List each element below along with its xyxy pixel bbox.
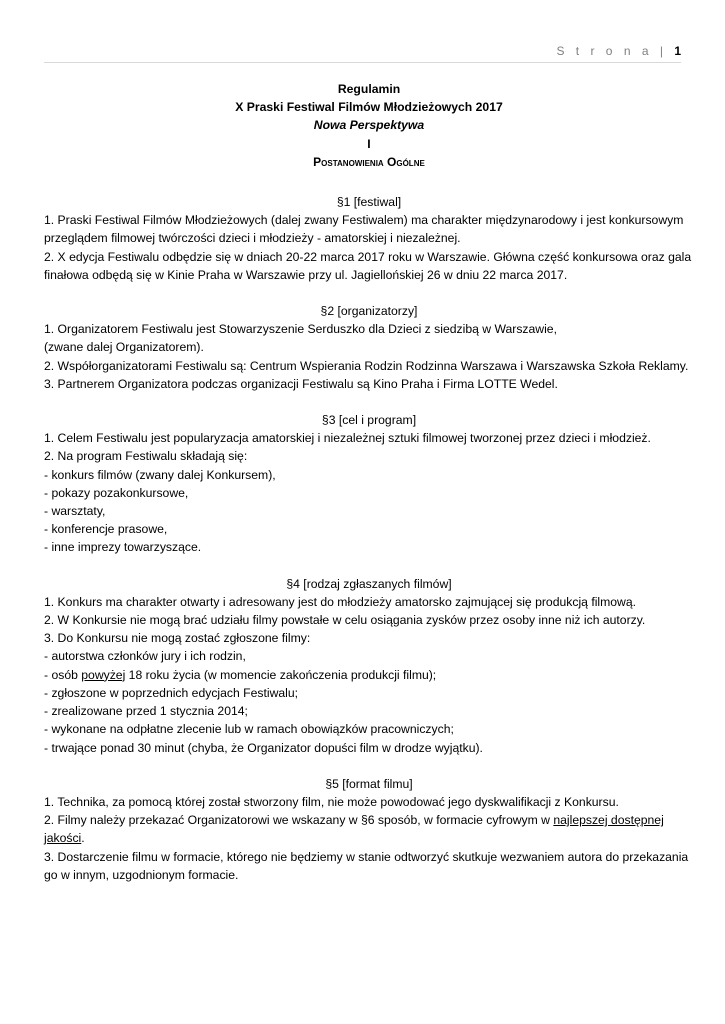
- list-item: - konkurs filmów (zwany dalej Konkursem),: [44, 467, 276, 482]
- document-body: [44, 80, 694, 884]
- section-heading: §2 [organizatorzy]: [320, 304, 418, 319]
- list-item: - warsztaty,: [44, 504, 106, 519]
- list-item: - zrealizowane przed 1 stycznia 2014;: [44, 704, 248, 719]
- document-title: [44, 80, 694, 171]
- text-run: .: [81, 831, 85, 846]
- title-line-2: X Praski Festiwal Filmów Młodzieżowych 2017: [235, 100, 503, 115]
- text-run: 18 roku życia (w momencie zakończenia produkcji filmu);: [125, 667, 437, 682]
- paragraph: 2. Na program Festiwalu składają się:: [44, 449, 248, 464]
- section-heading: §5 [format filmu]: [325, 776, 413, 791]
- section-4: [44, 575, 694, 757]
- page-header: [556, 44, 681, 58]
- title-line-5: Postanowienia Ogólne: [313, 154, 425, 169]
- page-separator: |: [659, 44, 667, 58]
- paragraph: 2. X edycja Festiwalu odbędzie się w dniach 20-22 marca 2017 roku w Warszawie. Główna część konkursowa oraz gala finałowa odbędą się w Kinie Praha w Warszawie przy ul. Jagiellońskiej 26 w dniu 22 marca 2017.: [44, 249, 692, 282]
- section-heading: §1 [festiwal]: [336, 195, 402, 210]
- section-5: [44, 775, 694, 884]
- list-item: - inne imprezy towarzyszące.: [44, 540, 202, 555]
- list-item: - zgłoszone w poprzednich edycjach Festiwalu;: [44, 685, 299, 700]
- section-heading: §3 [cel i program]: [321, 413, 417, 428]
- section-heading: §4 [rodzaj zgłaszanych filmów]: [286, 576, 452, 591]
- text-run: - osób: [44, 667, 82, 682]
- list-item: [44, 666, 694, 684]
- list-item: - autorstwa członków jury i ich rodzin,: [44, 649, 246, 664]
- title-line-3: Nowa Perspektywa: [313, 118, 425, 133]
- list-item: - pokazy pozakonkursowe,: [44, 485, 189, 500]
- section-3: [44, 411, 694, 557]
- page-label: S t r o n a: [556, 44, 653, 58]
- title-line-1: Regulamin: [337, 82, 401, 96]
- text-run: 2. Filmy należy przekazać Organizatorowi we wskazany w §6 sposób, w formacie cyfrowym w: [44, 813, 554, 828]
- section-1: [44, 193, 694, 284]
- list-item: - wykonane na odpłatne zlecenie lub w ramach obowiązków pracowniczych;: [44, 722, 454, 737]
- header-rule: [44, 62, 681, 63]
- list-item: - konferencje prasowe,: [44, 522, 168, 537]
- underlined-text: najlepszej dostępnej jakości: [44, 813, 664, 846]
- paragraph: 3. Do Konkursu nie mogą zostać zgłoszone filmy:: [44, 631, 311, 646]
- section-2: [44, 302, 694, 393]
- paragraph: 2. Współorganizatorami Festiwalu są: Centrum Wspierania Rodzin Rodzinna Warszawa i Warszawska Szkoła Reklamy.: [44, 358, 689, 373]
- paragraph: 1. Organizatorem Festiwalu jest Stowarzyszenie Serduszko dla Dzieci z siedzibą w Warszawie,: [44, 322, 557, 337]
- underlined-text: powyżej: [81, 667, 126, 682]
- paragraph: (zwane dalej Organizatorem).: [44, 340, 204, 355]
- paragraph: [44, 811, 694, 847]
- list-item: - trwające ponad 30 minut (chyba, że Organizator dopuści film w drodze wyjątku).: [44, 740, 483, 755]
- paragraph: 1. Celem Festiwalu jest popularyzacja amatorskiej i niezależnej sztuki filmowej tworzonej przez dzieci i młodzież.: [44, 431, 651, 446]
- paragraph: 1. Praski Festiwal Filmów Młodzieżowych (dalej zwany Festiwalem) ma charakter międzynarodowy i jest konkursowym przeglądem filmowej twórczości dzieci i młodzieży - amatorskiej i niezależnej.: [44, 213, 684, 246]
- title-line-4: I: [367, 136, 371, 151]
- page-number: 1: [674, 44, 681, 58]
- paragraph: 1. Technika, za pomocą której został stworzony film, nie może powodować jego dyskwalifikacji z Konkursu.: [44, 794, 619, 809]
- paragraph: 3. Dostarczenie filmu w formacie, którego nie będziemy w stanie odtworzyć skutkuje wezwaniem autora do przekazania go w innym, uzgodnionym formacie.: [44, 849, 689, 882]
- paragraph: 1. Konkurs ma charakter otwarty i adresowany jest do młodzieży amatorsko zajmującej się produkcją filmową.: [44, 594, 637, 609]
- paragraph: 3. Partnerem Organizatora podczas organizacji Festiwalu są Kino Praha i Firma LOTTE Wedel.: [44, 376, 558, 391]
- paragraph: 2. W Konkursie nie mogą brać udziału filmy powstałe w celu osiągania zysków przez osoby inne niż ich autorzy.: [44, 613, 646, 628]
